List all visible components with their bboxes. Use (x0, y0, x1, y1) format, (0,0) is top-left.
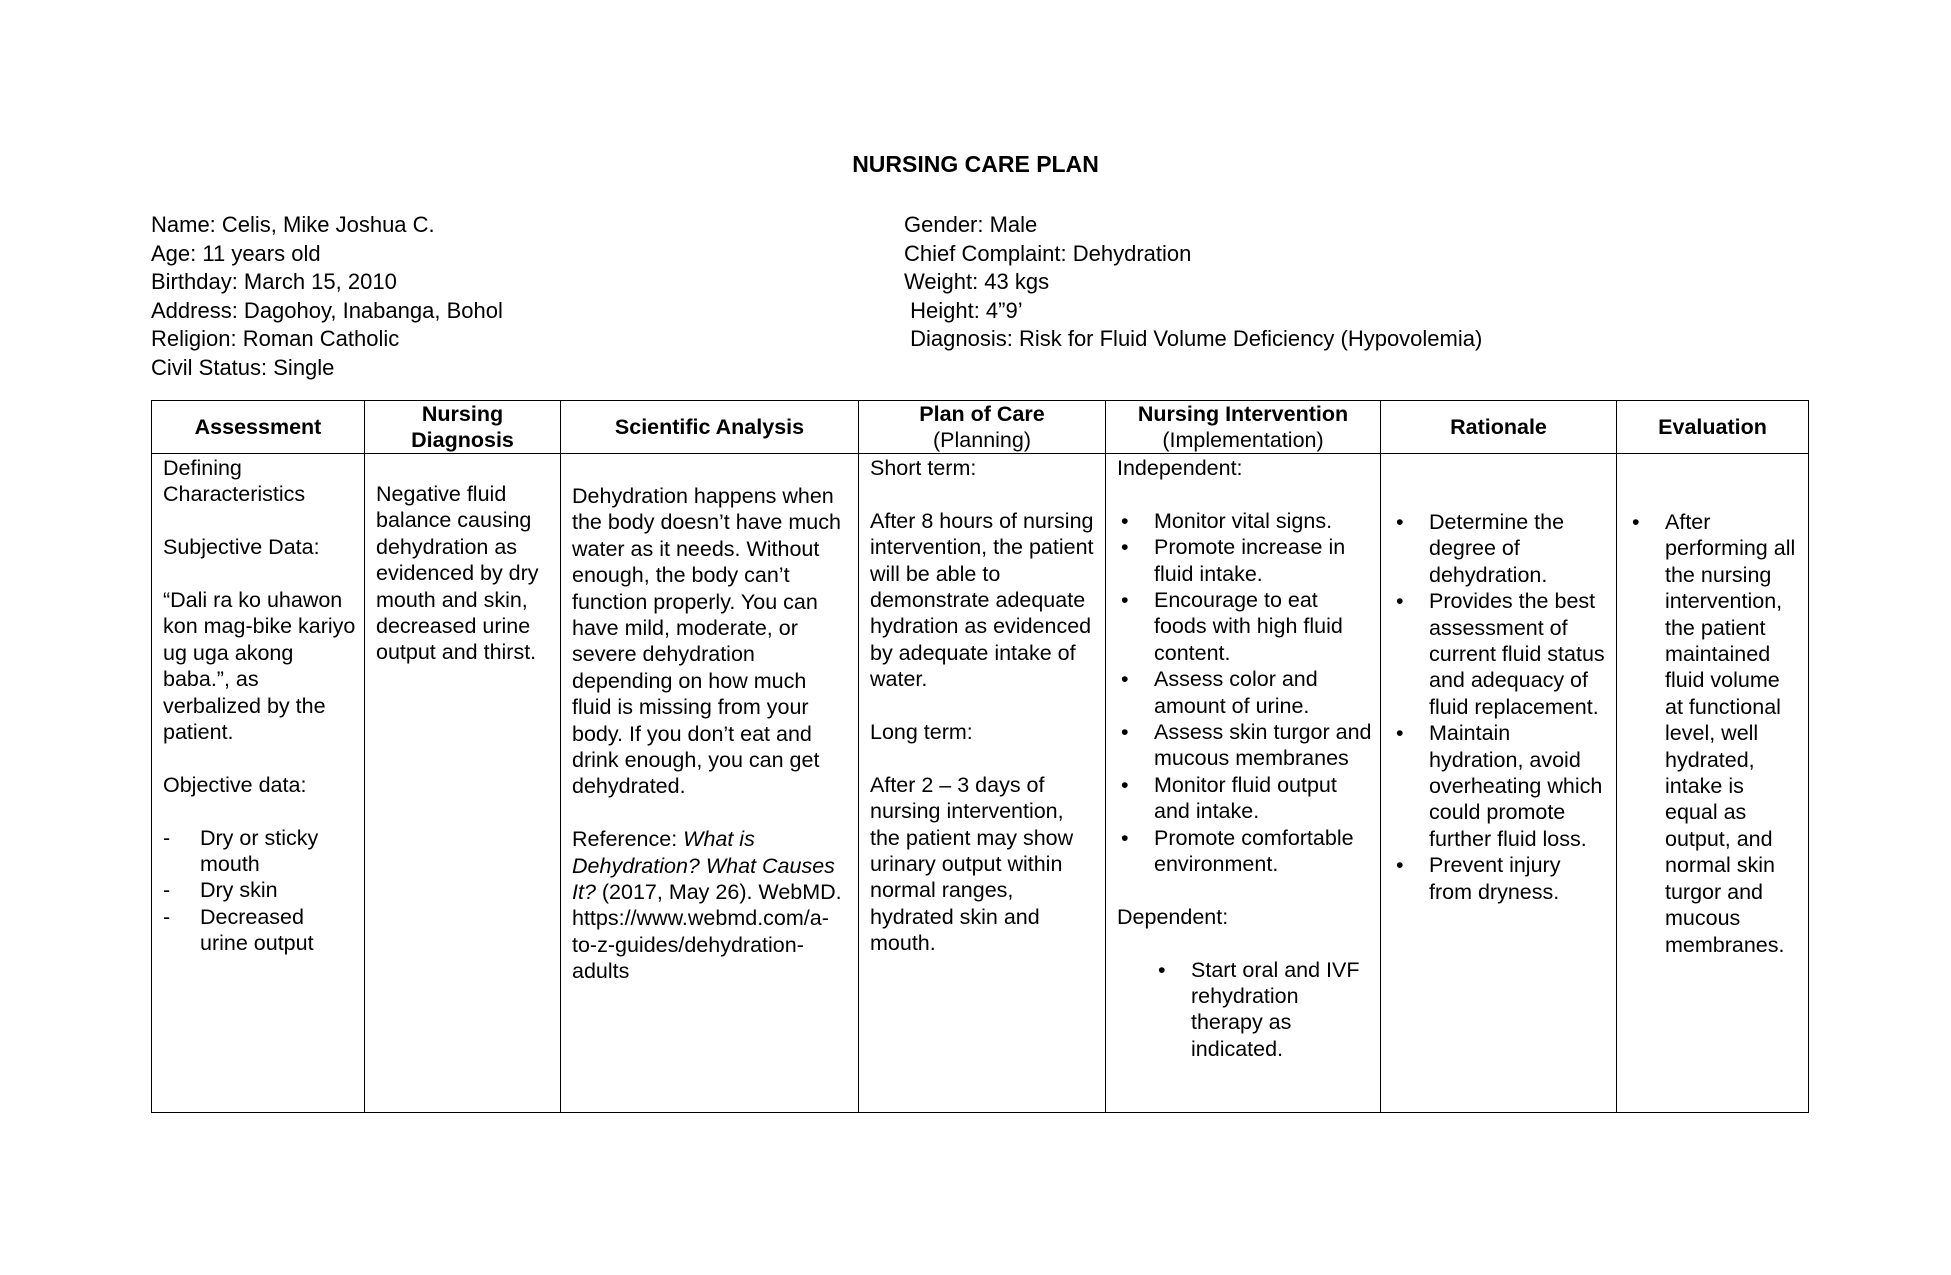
subjective-quote: “Dali ra ko uhawon kon mag-bike kariyo ug uga akong baba.”, as verbalized by the patient. (163, 588, 356, 745)
header-evaluation: Evaluation (1617, 401, 1809, 454)
subjective-label: Subjective Data: (163, 535, 320, 560)
intervention-item: • Monitor fluid output and intake. (1117, 772, 1372, 825)
table-row (152, 454, 1809, 1113)
objective-item: - Dry skin (163, 877, 356, 903)
patient-diagnosis: Diagnosis: Risk for Fluid Volume Deficiency (Hypovolemia) (904, 326, 1483, 352)
page-title: NURSING CARE PLAN (852, 151, 1099, 177)
objective-item: - Dry or sticky mouth (163, 825, 356, 878)
short-term-label: Short term: (870, 456, 977, 480)
scientific-analysis-cell (561, 454, 859, 1113)
patient-name: Name: Celis, Mike Joshua C. (151, 212, 435, 237)
rationale-item: • Prevent injury from dryness. (1392, 852, 1608, 905)
header-plan-of-care: Plan of Care (Planning) (859, 401, 1106, 454)
reference-citation: Reference: What is Dehydration? What Causes It? (2017, May 26). WebMD. https://www.webmd.com/a-to-z-guides/dehydration-adults (572, 827, 842, 984)
patient-birthday: Birthday: March 15, 2010 (151, 269, 397, 295)
header-nursing-diagnosis: Nursing Diagnosis (365, 401, 561, 454)
header-scientific-analysis: Scientific Analysis (561, 401, 859, 454)
objective-item: - Decreased urine output (163, 904, 356, 957)
header-rationale: Rationale (1381, 401, 1617, 454)
intervention-item: • Promote increase in fluid intake. (1117, 534, 1372, 587)
rationale-item: • Maintain hydration, avoid overheating which could promote further fluid loss. (1392, 720, 1608, 852)
scientific-analysis-text: Dehydration happens when the body doesn’t have much water as it needs. Without enough, the body can’t function properly. You can have mild, moderate, or severe dehydration depending on how much fluid is missing from your body. If you don’t eat and drink enough, you can get dehydrated. (572, 484, 841, 799)
patient-address: Address: Dagohoy, Inabanga, Bohol (151, 297, 503, 323)
defining-characteristics: Defining Characteristics (163, 456, 306, 507)
long-term-text: After 2 – 3 days of nursing intervention, the patient may show urinary output within normal ranges, hydrated skin and mouth. (870, 772, 1074, 956)
rationale-item: • Provides the best assessment of current fluid status and adequacy of fluid replacement. (1392, 588, 1608, 720)
intervention-item: • Assess skin turgor and mucous membranes (1117, 719, 1372, 772)
header-assessment: Assessment (152, 401, 365, 454)
evaluation-cell (1617, 454, 1809, 1113)
nursing-intervention-cell (1106, 454, 1381, 1113)
patient-info-left (151, 211, 503, 383)
intervention-item: • Monitor vital signs. (1117, 508, 1372, 534)
dependent-label: Dependent: (1117, 904, 1229, 929)
care-plan-table (151, 400, 1809, 1113)
plan-of-care-cell (859, 454, 1106, 1113)
rationale-cell (1381, 454, 1617, 1113)
rationale-item: • Determine the degree of dehydration. (1392, 509, 1608, 588)
intervention-item: • Encourage to eat foods with high fluid content. (1117, 587, 1372, 666)
nursing-diagnosis-cell (365, 454, 561, 1113)
assessment-cell (152, 454, 365, 1113)
chief-complaint: Chief Complaint: Dehydration (904, 240, 1192, 266)
long-term-label: Long term: (870, 720, 973, 745)
patient-gender: Gender: Male (904, 212, 1038, 237)
patient-weight: Weight: 43 kgs (904, 269, 1050, 295)
patient-info-right (904, 211, 1482, 354)
nursing-diagnosis-text: Negative fluid balance causing dehydration as evidenced by dry mouth and skin, decreased urine output and thirst. (376, 482, 539, 665)
patient-height: Height: 4”9’ (904, 297, 1023, 323)
short-term-text: After 8 hours of nursing intervention, the patient will be able to demonstrate adequate hydration as evidenced by adequate intake of water. (870, 508, 1094, 692)
independent-label: Independent: (1117, 456, 1243, 480)
intervention-item: • Start oral and IVF rehydration therapy as indicated. (1117, 957, 1372, 1063)
intervention-item: • Promote comfortable environment. (1117, 825, 1372, 878)
patient-age: Age: 11 years old (151, 240, 321, 266)
intervention-item: • Assess color and amount of urine. (1117, 666, 1372, 719)
objective-label: Objective data: (163, 772, 307, 797)
header-nursing-intervention: Nursing Intervention (Implementation) (1106, 401, 1381, 454)
header-row (152, 401, 1809, 454)
evaluation-item: • After performing all the nursing intervention, the patient maintained fluid volume at functional level, well hydrated, intake is equal as output, and normal skin turgor and mucous membranes. (1628, 509, 1800, 958)
patient-religion: Religion: Roman Catholic (151, 326, 400, 352)
patient-civil-status: Civil Status: Single (151, 354, 335, 380)
